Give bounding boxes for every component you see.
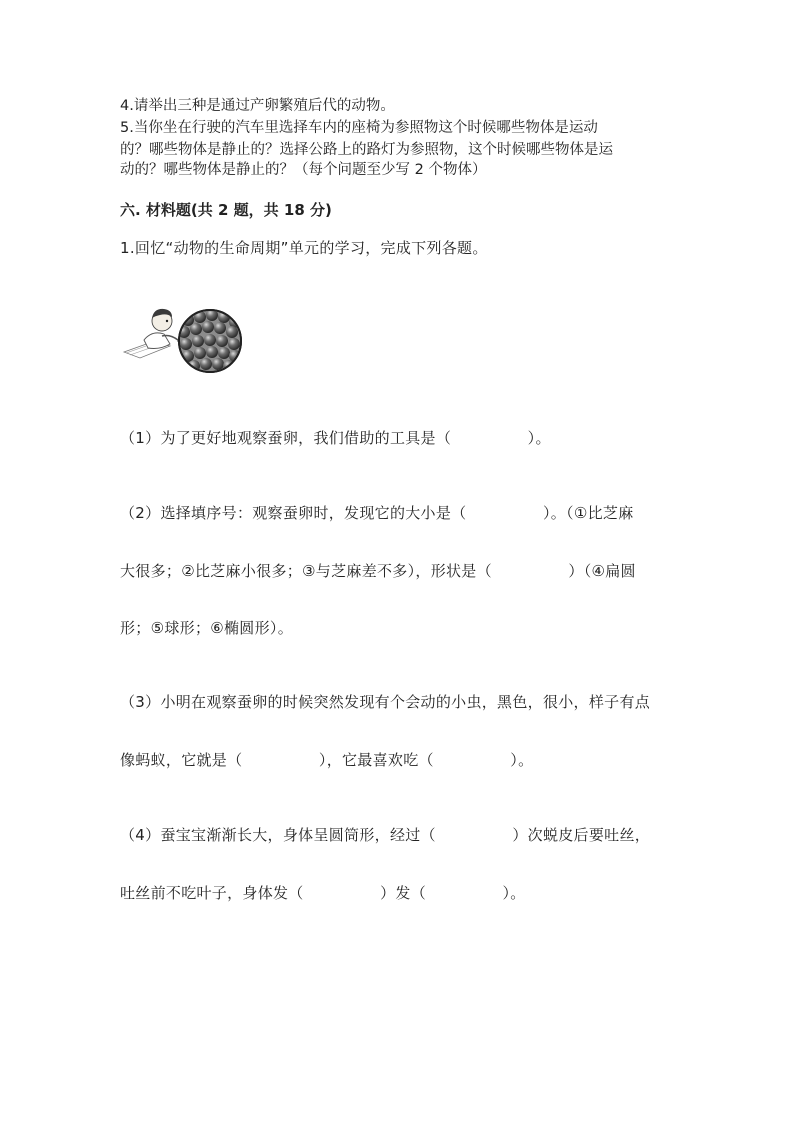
sub-question-3-line-2: 像蚂蚁，它就是（ ），它最喜欢吃（ ）。 bbox=[120, 751, 534, 769]
sub-question-2-line-2: 大很多；②比芝麻小很多；③与芝麻差不多），形状是（ ）（④扁圆 bbox=[120, 562, 636, 580]
sub-question-4-line-1: （4）蚕宝宝渐渐长大，身体呈圆筒形，经过（ ）次蜕皮后要吐丝， bbox=[120, 826, 651, 844]
material-intro: 1.回忆“动物的生命周期”单元的学习，完成下列各题。 bbox=[120, 239, 488, 257]
question-4: 4.请举出三种是通过产卵繁殖后代的动物。 bbox=[120, 98, 395, 114]
section-heading: 六. 材料题(共 2 题，共 18 分) bbox=[120, 201, 332, 219]
question-5-line-3: 动的？哪些物体是静止的？（每个问题至少写 2 个物体） bbox=[120, 162, 487, 178]
sub-question-1: （1）为了更好地观察蚕卵，我们借助的工具是（ ）。 bbox=[120, 429, 551, 447]
sub-question-3-line-1: （3）小明在观察蚕卵的时候突然发现有个会动的小虫，黑色，很小，样子有点 bbox=[120, 693, 651, 711]
sub-question-4-line-2: 吐丝前不吃叶子，身体发（ ）发（ ）。 bbox=[120, 884, 526, 902]
question-5-line-2: 的？哪些物体是静止的？选择公路上的路灯为参照物，这个时候哪些物体是运 bbox=[120, 142, 613, 158]
sub-question-2-line-3: 形；⑤球形；⑥椭圆形）。 bbox=[120, 619, 293, 637]
sub-question-2-line-1: （2）选择填序号：观察蚕卵时，发现它的大小是（ ）。（①比芝麻 bbox=[120, 504, 634, 522]
child-observing-silkworm-eggs-with-magnifier-icon bbox=[122, 304, 244, 378]
question-5-line-1: 5.当你坐在行驶的汽车里选择车内的座椅为参照物这个时候哪些物体是运动 bbox=[120, 120, 598, 136]
